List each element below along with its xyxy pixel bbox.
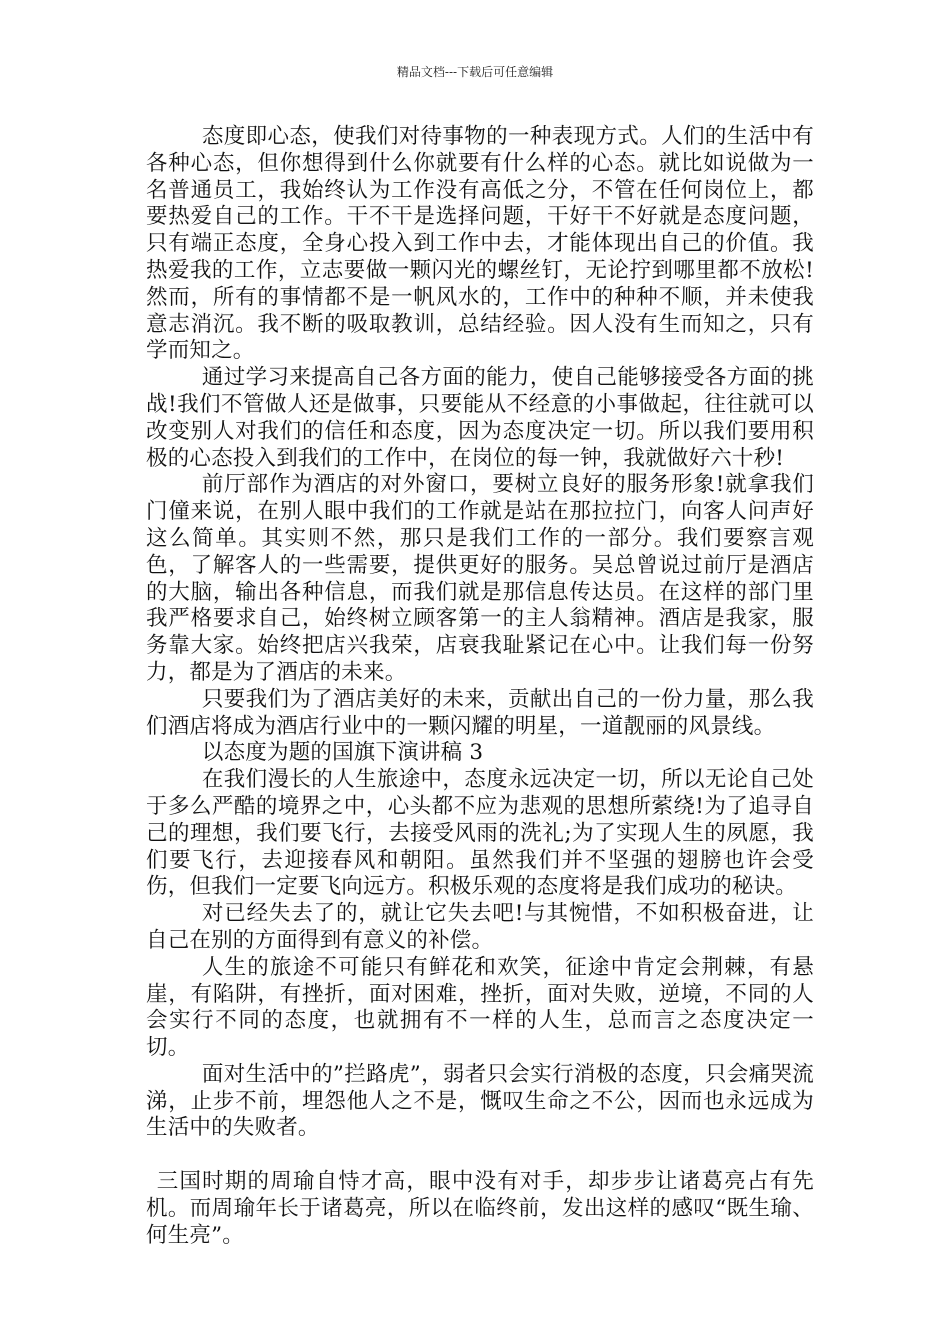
paragraph-front-office: 前厅部作为酒店的对外窗口，要树立良好的服务形象!就拿我们门僮来说，在别人眼中我们的工作就是站在那拉拉门，向客人问声好这么简单。其实则不然，那只是我们工作的一部分。我们要察言观色，了解客人的一些需要，提供更好的服务。吴总曾说过前厅是酒店的大脑，输出各种信息，而我们就是那信息传达员。在这样的部门里我严格要求自己，始终树立顾客第一的主人翁精神。酒店是我家，服务靠大家。始终把店兴我荣，店衰我耻紧记在心中。让我们每一份努力，都是为了酒店的未来。 xyxy=(146,472,814,685)
paragraph-hotel-future: 只要我们为了酒店美好的未来，贡献出自己的一份力量，那么我们酒店将成为酒店行业中的一颗闪耀的明星，一道靓丽的风景线。 xyxy=(146,686,814,739)
paragraph-life-journey: 在我们漫长的人生旅途中，态度永远决定一切，所以无论自己处于多么严酷的境界之中，心头都不应为悲观的思想所萦绕!为了追寻自己的理想，我们要飞行，去接受风雨的洗礼;为了实现人生的夙愿，我们要飞行，去迎接春风和朝阳。虽然我们并不坚强的翅膀也许会受伤，但我们一定要飞向远方。积极乐观的态度将是我们成功的秘诀。 xyxy=(146,767,814,900)
paragraph-roadblock: 面对生活中的”拦路虎”，弱者只会实行消极的态度，只会痛哭流涕，止步不前，埋怨他人之不是，慨叹生命之不公，因而也永远成为生活中的失败者。 xyxy=(146,1061,814,1141)
document-body xyxy=(146,124,814,1250)
paragraph-life-road: 人生的旅途不可能只有鲜花和欢笑，征途中肯定会荆棘，有悬崖，有陷阱，有挫折，面对困难，挫折，面对失败，逆境，不同的人会实行不同的态度，也就拥有不一样的人生，总而言之态度决定一切。 xyxy=(146,954,814,1061)
paragraph-zhou-yu: 三国时期的周瑜自恃才高，眼中没有对手，却步步让诸葛亮占有先机。而周瑜年长于诸葛亮，所以在临终前，发出这样的感叹“既生瑜、何生亮”。 xyxy=(146,1169,814,1248)
paragraph-attitude-mindset: 态度即心态，使我们对待事物的一种表现方式。人们的生活中有各种心态，但你想得到什么你就要有什么样的心态。就比如说做为一名普通员工，我始终认为工作没有高低之分，不管在任何岗位上，都要热爱自己的工作。干不干是选择问题，干好干不好就是态度问题，只有端正态度，全身心投入到工作中去，才能体现出自己的价值。我热爱我的工作，立志要做一颗闪光的螺丝钉，无论拧到哪里都不放松!然而，所有的事情都不是一帆风水的，工作中的种种不顺，并未使我意志消沉。我不断的吸取教训，总结经验。因人没有生而知之，只有学而知之。 xyxy=(146,124,814,364)
paragraph-learning: 通过学习来提高自己各方面的能力，使自己能够接受各方面的挑战!我们不管做人还是做事，只要能从不经意的小事做起，往往就可以改变别人对我们的信任和态度，因为态度决定一切。所以我们要用积极的心态投入到我们的工作中，在岗位的每一钟，我就做好六十秒! xyxy=(146,365,814,471)
paragraph-gap xyxy=(146,1142,814,1169)
section-title: 以态度为题的国旗下演讲稿 3 xyxy=(201,740,484,766)
paragraph-lost-things: 对已经失去了的，就让它失去吧!与其惋惜，不如积极奋进，让自己在别的方面得到有意义的补偿。 xyxy=(146,901,814,953)
page-header: 精品文档---下载后可任意编辑 xyxy=(396,65,554,79)
